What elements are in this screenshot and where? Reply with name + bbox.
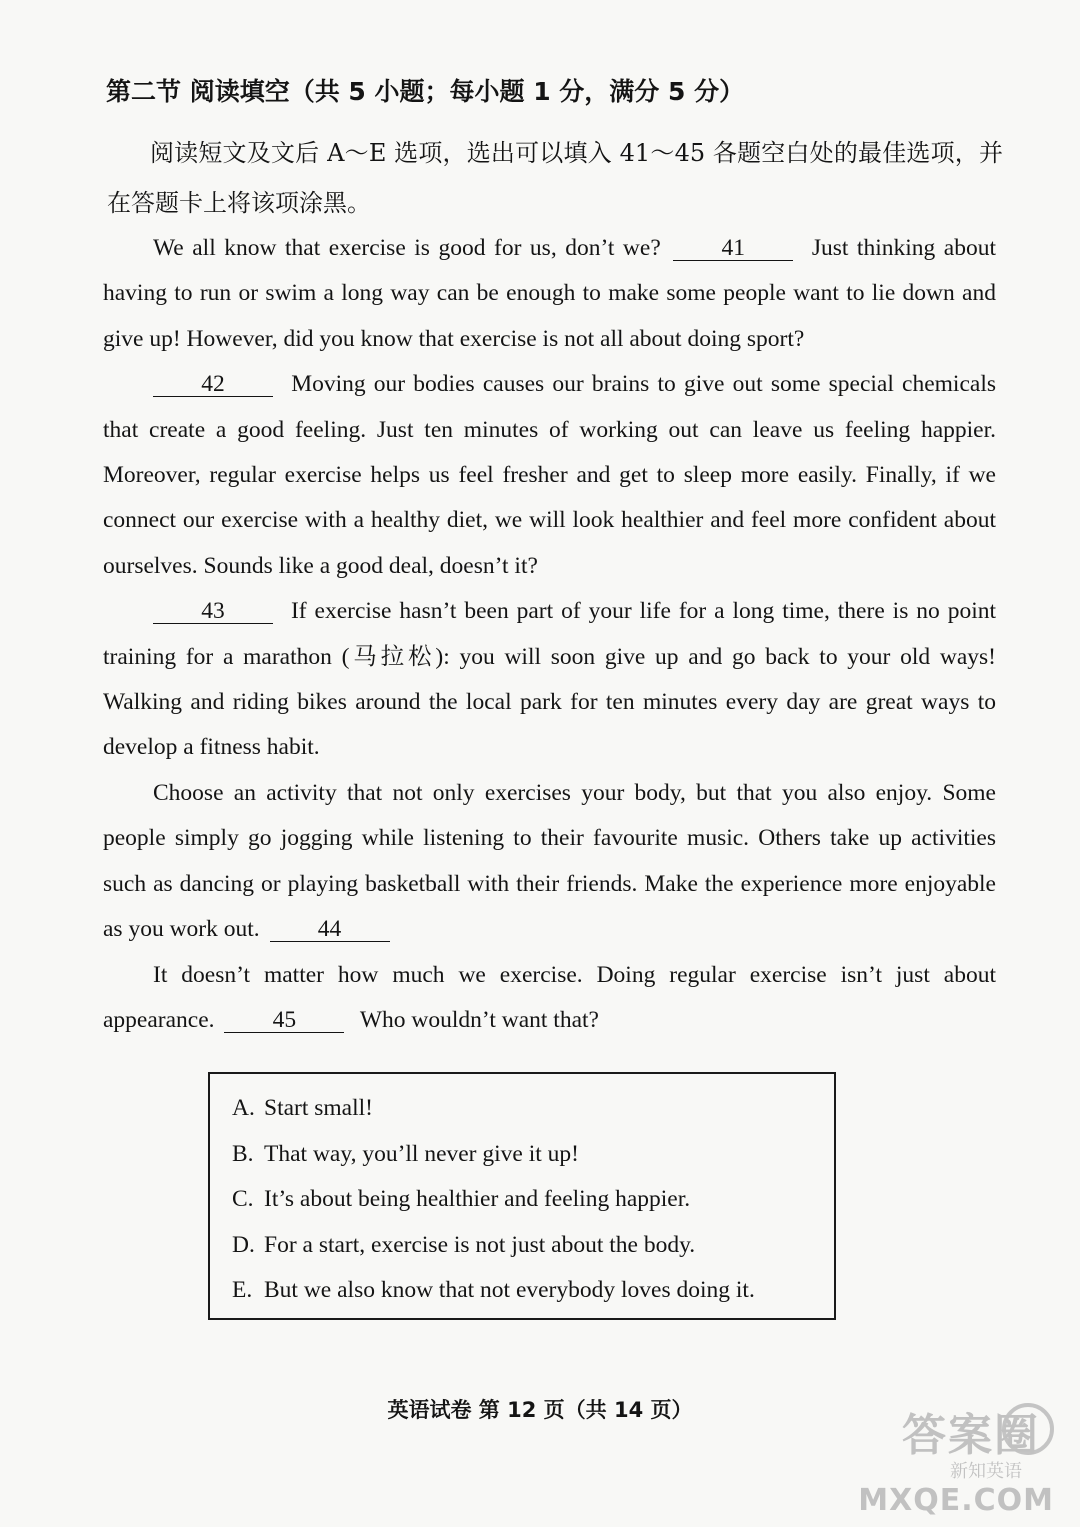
blank-44: 44	[270, 917, 390, 942]
watermark-logo: 答案圈	[902, 1410, 1040, 1461]
blank-45: 45	[224, 1008, 344, 1033]
option-text: It’s about being healthier and feeling happier.	[264, 1186, 691, 1212]
option-text: That way, you’ll never give it up!	[264, 1140, 579, 1167]
paragraph-1-before: We all know that exercise is good for us, don’t we?	[153, 235, 661, 261]
option-letter: A.	[232, 1095, 255, 1121]
option-text: Start small!	[264, 1095, 373, 1121]
watermark	[858, 1399, 1062, 1523]
option-d	[232, 1223, 834, 1269]
instructions: 阅读短文及文后 A～E 选项，选出可以填入 41～45 各题空白处的最佳选项，并在答题卡上将该项涂黑。	[107, 139, 1003, 217]
option-letter: B.	[232, 1140, 254, 1167]
blank-43: 43	[153, 599, 273, 624]
blank-42: 42	[153, 372, 273, 397]
watermark-subtitle: 新知英语	[950, 1461, 1022, 1482]
option-b	[232, 1132, 834, 1178]
paragraph-3-after: If exercise hasn’t been part of your life for a long time, there is no point training for a marathon (马拉松): you will soon give up and go back to your old ways! Walking and riding bikes around the local park for ten minutes every day are great ways to develop a fitness habit.	[103, 598, 997, 761]
options-box	[208, 1072, 836, 1320]
section-title: 第二节 阅读填空（共 5 小题；每小题 1 分，满分 5 分）	[106, 77, 745, 106]
option-letter: D.	[232, 1231, 255, 1258]
watermark-url: MXQE.COM	[858, 1483, 1054, 1518]
paragraph-1	[103, 226, 996, 362]
reading-passage	[103, 226, 996, 1043]
option-e	[232, 1268, 834, 1314]
paragraph-5	[103, 953, 996, 1044]
option-letter: C.	[232, 1186, 254, 1212]
option-a	[232, 1086, 834, 1132]
blank-41: 41	[673, 236, 793, 261]
paragraph-4	[103, 771, 996, 953]
paragraph-1-after: Just thinking about having to run or swim a long way can be enough to make some people want to lie down and give up! However, did you know that exercise is not all about doing sport?	[103, 235, 996, 352]
option-text: For a start, exercise is not just about the body.	[264, 1231, 696, 1258]
option-letter: E.	[232, 1277, 253, 1303]
option-c	[232, 1177, 834, 1223]
paragraph-4-before: Choose an activity that not only exercises your body, but that you also enjoy. Some people simply go jogging while listening to their favourite music. Others take up activities such as dancing or playing basketball with their friends. Make the experience more enjoyable as you work out.	[103, 779, 996, 943]
option-text: But we also know that not everybody loves doing it.	[264, 1277, 755, 1303]
paragraph-2	[103, 362, 996, 589]
paragraph-5-before: It doesn’t matter how much we exercise. Doing regular exercise isn’t just about appearance.	[103, 961, 996, 1033]
paragraph-2-after: Moving our bodies causes our brains to give out some special chemicals that create a good feeling. Just ten minutes of working out can leave us feeling happier. Moreover, regular exercise helps us feel fresher and get to sleep more easily. Finally, if we connect our exercise with a healthy diet, we will look healthier and feel more confident about ourselves. Sounds like a good deal, doesn’t it?	[103, 371, 996, 579]
paragraph-3	[103, 589, 996, 771]
page-footer: 英语试卷 第 12 页（共 14 页）	[387, 1398, 693, 1422]
paragraph-5-after: Who wouldn’t want that?	[359, 1006, 599, 1033]
